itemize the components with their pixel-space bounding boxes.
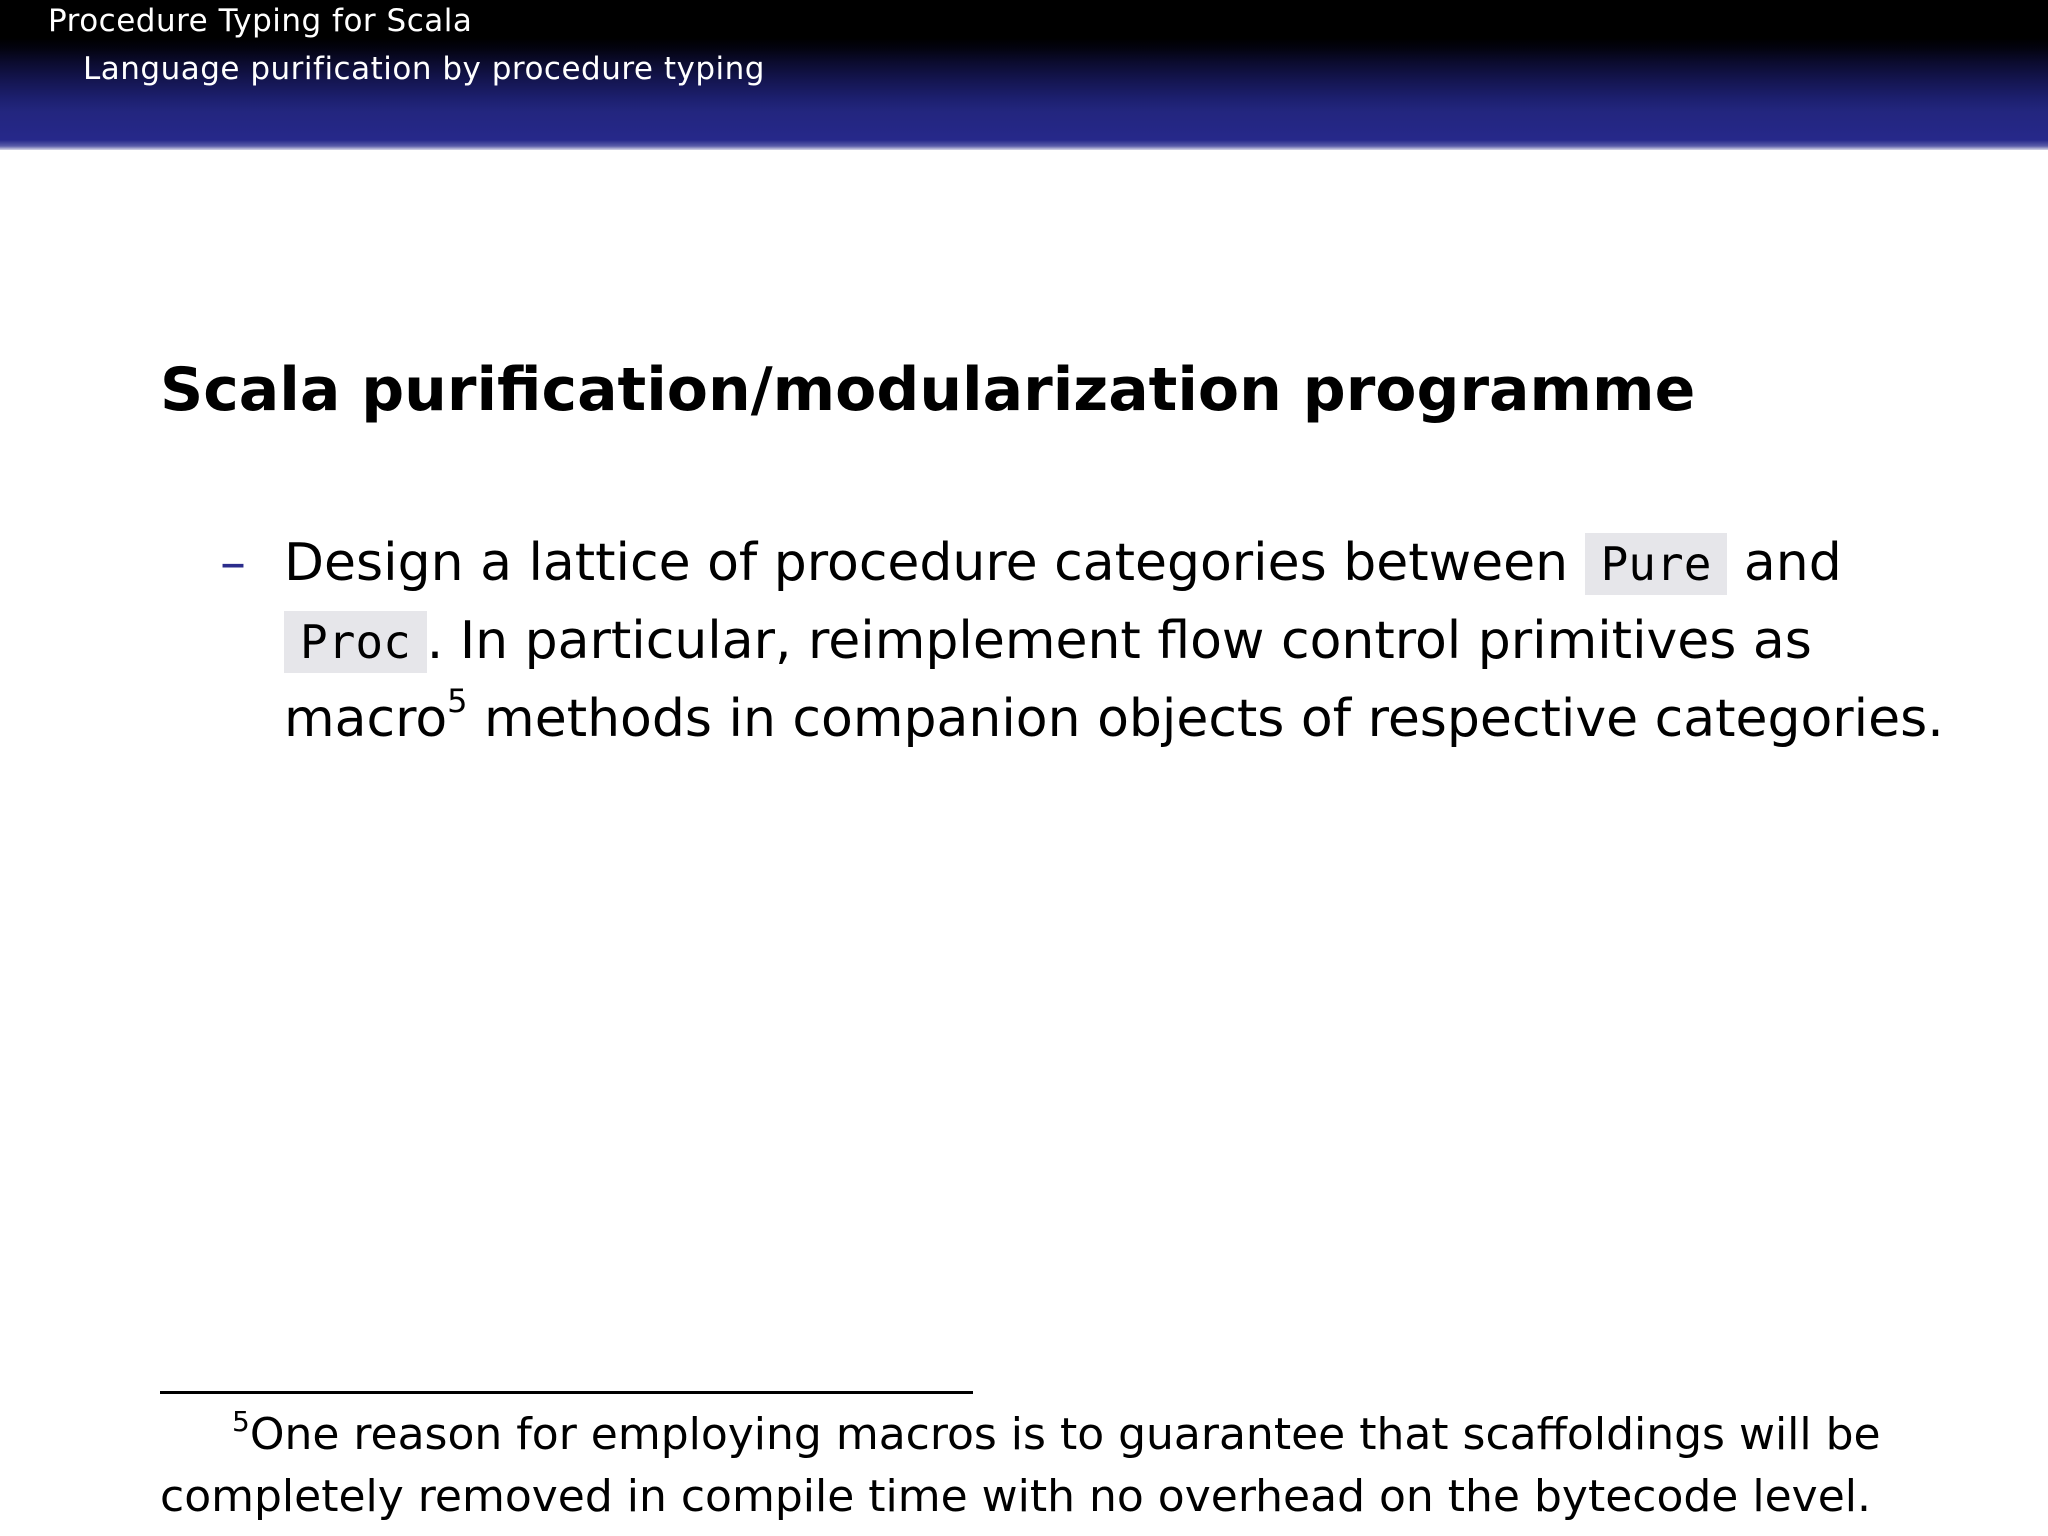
footnote-line-2: completely removed in compile time with no overhead on the bytecode level.: [160, 1471, 1871, 1522]
code-proc: Proc: [284, 611, 427, 673]
footnote-line-1: [160, 1404, 1880, 1466]
item-text-part-5: methods in companion objects of respective categories.: [467, 689, 1944, 749]
presentation-title: Procedure Typing for Scala: [48, 3, 473, 39]
frame-title: Scala purification/modularization programme: [160, 355, 1696, 425]
item-line-2: [284, 603, 1904, 681]
item-line-3: [284, 681, 1944, 758]
list-item-text: [284, 525, 1944, 758]
item-text-part-3: . In particular, reimplement flow control primitives as: [426, 611, 1812, 671]
item-line-1: [284, 525, 1904, 603]
item-text-part-1: Design a lattice of procedure categories between: [284, 533, 1585, 593]
footnote-reference[interactable]: 5: [447, 682, 468, 720]
item-text-part-2: and: [1727, 533, 1842, 593]
footnote-text-1: One reason for employing macros is to guarantee that scaffoldings will be: [249, 1409, 1881, 1460]
footnote-rule: [160, 1391, 973, 1394]
item-text-part-4: macro: [284, 689, 448, 749]
code-pure: Pure: [1585, 533, 1728, 595]
slide-header: [0, 0, 2048, 150]
bullet-dash: –: [220, 533, 246, 593]
footnote: [160, 1404, 1880, 1528]
footnote-mark: 5: [232, 1405, 250, 1438]
section-title: Language purification by procedure typing: [83, 51, 765, 87]
